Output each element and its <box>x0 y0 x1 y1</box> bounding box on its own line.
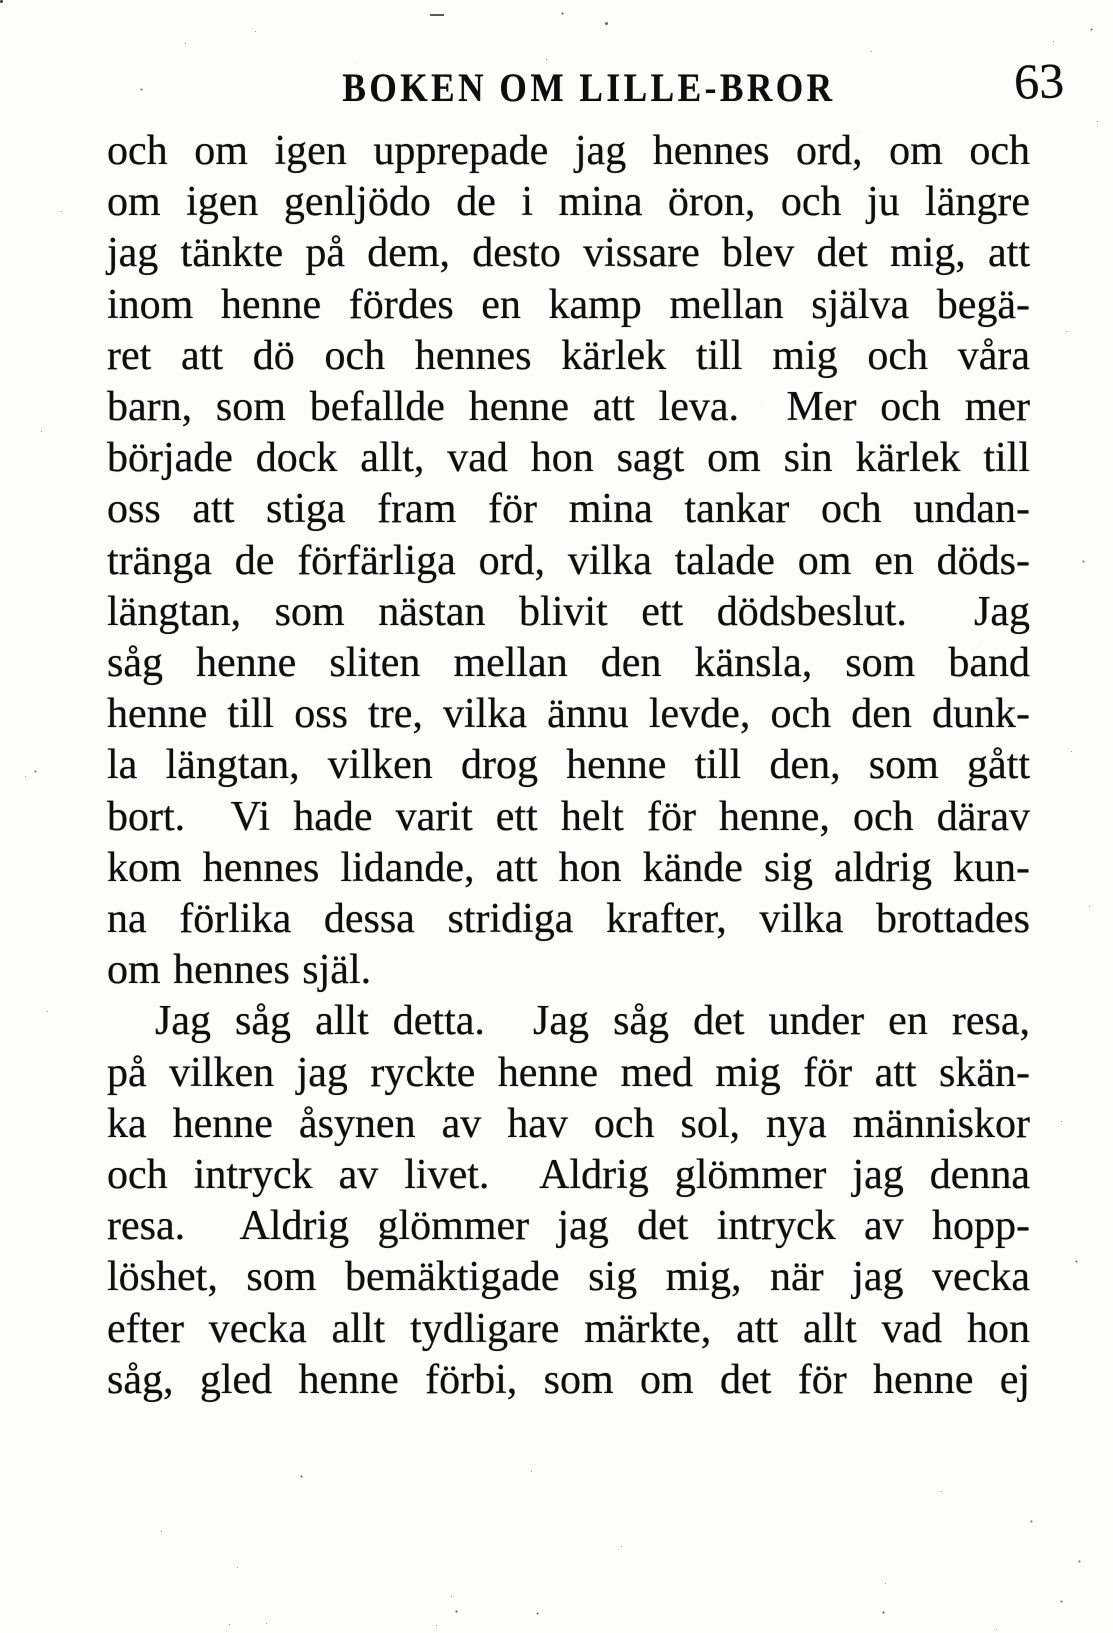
running-title: BOKEN OM LILLE-BROR <box>341 65 836 110</box>
text-line: på vilken jag ryckte henne med mig för att skän- <box>107 1049 1030 1096</box>
body-text <box>107 126 1030 1406</box>
text-line: na förlika dessa stridiga krafter, vilka brottades <box>107 896 1030 943</box>
scan-noise-dash <box>430 14 444 16</box>
paragraph <box>107 996 1030 1406</box>
text-line: resa. Aldrig glömmer jag det intryck av hopp- <box>107 1203 1030 1250</box>
text-line: barn, som befallde henne att leva. Mer och mer <box>107 384 1030 431</box>
text-line: ret att dö och hennes kärlek till mig och våra <box>107 332 1030 379</box>
text-line: ka henne åsynen av hav och sol, nya människor <box>107 1100 1030 1147</box>
text-line: om hennes själ. <box>107 947 372 994</box>
text-line: la längtan, vilken drog henne till den, som gått <box>107 742 1030 789</box>
text-line: kom hennes lidande, att hon kände sig aldrig kun- <box>107 844 1030 891</box>
page-number: 63 <box>1013 52 1065 110</box>
text-line: tränga de förfärliga ord, vilka talade om en döds- <box>107 537 1030 584</box>
text-line: bort. Vi hade varit ett helt för henne, och därav <box>107 793 1030 840</box>
text-line: Jag såg allt detta. Jag såg det under en resa, <box>155 998 1030 1045</box>
text-line: efter vecka allt tydligare märkte, att allt vad hon <box>107 1305 1030 1352</box>
text-line: och om igen upprepade jag hennes ord, om och <box>107 128 1030 174</box>
scan-noise-speckles <box>0 0 3 3</box>
text-line: inom henne fördes en kamp mellan själva begä- <box>107 281 1030 328</box>
text-line: började dock allt, vad hon sagt om sin kärlek till <box>107 435 1030 482</box>
text-line: oss att stiga fram för mina tankar och undan- <box>107 486 1030 533</box>
text-line: om igen genljödo de i mina öron, och ju längre <box>107 179 1030 226</box>
text-line: jag tänkte på dem, desto vissare blev det mig, att <box>107 230 1030 277</box>
text-line: såg henne sliten mellan den känsla, som band <box>107 640 1030 687</box>
text-line: löshet, som bemäktigade sig mig, när jag vecka <box>107 1254 1030 1301</box>
text-line: längtan, som nästan blivit ett dödsbeslut. Jag <box>107 588 1030 635</box>
text-line: och intryck av livet. Aldrig glömmer jag denna <box>107 1152 1030 1199</box>
text-line: henne till oss tre, vilka ännu levde, och den dunk- <box>107 691 1030 738</box>
paragraph <box>107 126 1030 996</box>
running-header <box>0 52 1113 118</box>
text-line: såg, gled henne förbi, som om det för henne ej <box>107 1356 1030 1403</box>
